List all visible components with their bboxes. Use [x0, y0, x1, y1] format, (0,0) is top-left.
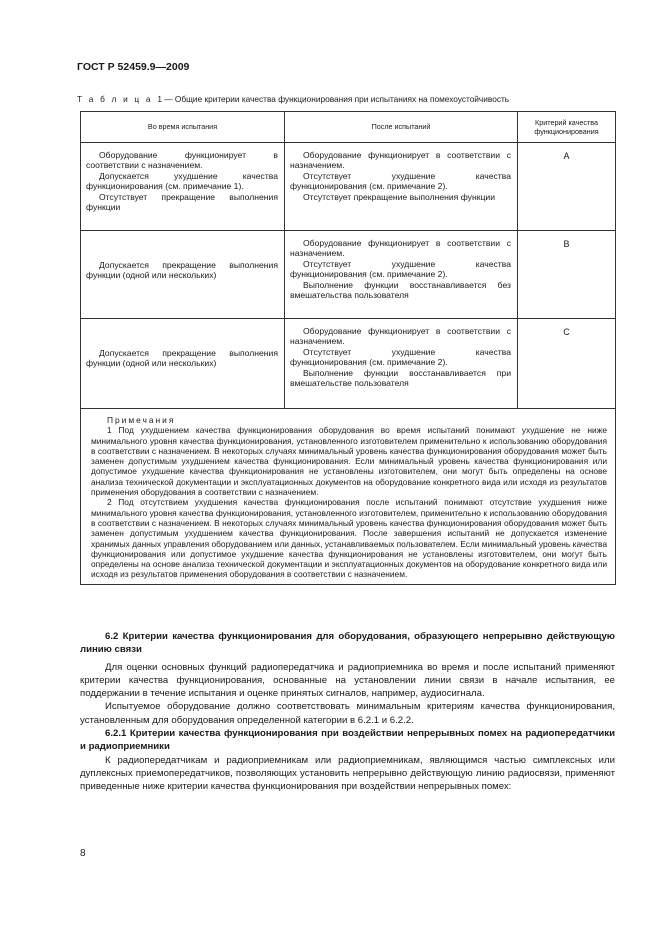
cell-text: Отсутствует прекращение выполнения функции: [303, 191, 495, 202]
table-row: [81, 143, 616, 231]
criteria-table: [80, 111, 616, 585]
cell-during: [81, 231, 285, 319]
section-heading: 6.2.1 Критерии качества функционирования при воздействии непрерывных помех на радиопередатчики и радиоприемники: [80, 728, 615, 753]
table-caption-text: 1 — Общие критерии качества функционирования при испытаниях на помехоустойчивость: [157, 94, 510, 104]
cell-during: [81, 143, 285, 231]
cell-criterion: A: [518, 143, 616, 231]
column-header-after: После испытаний: [285, 112, 518, 143]
cell-text: Выполнение функции восстанавливается при вмешательстве пользователя: [290, 367, 511, 389]
cell-after: [285, 143, 518, 231]
cell-text: Оборудование функционирует в соответствии с назначением.: [290, 238, 511, 259]
cell-text: Отсутствует ухудшение качества функционирования (см. примечание 2).: [290, 346, 511, 368]
note-2: 2 Под отсутствием ухудшения качества функционирования после испытаний понимают отсутствие ухудшения ниже минимального уровня качества функционирования, установленного изготовителем, применительно к использованию оборудования в соответствии с назначением. В некоторых случаях минимальный уровень качества функционирования оборудования может быть заменен допустимым ухудшением качества функционирования. После завершения испытаний не допускается изменение хранимых данных управления оборудованием или данных, устанавливаемых пользователем. Если минимальный уровень качества функционирования или допустимое ухудшение качества функционирования не установлены изготовителем, они могут быть определены на основе анализа технической документации и эксплуатационных документов на оборудование конкретного вида или исходя из результатов применения оборудования в соответствии с назначением.: [91, 497, 607, 580]
cell-text: Отсутствует ухудшение качества функционирования (см. примечание 2).: [290, 170, 511, 192]
table-row: [81, 231, 616, 319]
cell-after: [285, 231, 518, 319]
note-1: 1 Под ухудшением качества функционирования оборудования во время испытаний понимают ухудшение не ниже минимального уровня качества функционирования, установленного изготовителем применительно к использованию оборудования в соответствии с назначением. В некоторых случаях минимальный уровень качества функционирования оборудования может быть заменен допустимым ухудшением качества функционирования. Если минимальный уровень качества функционирования или допустимое ухудшение качества функционирования не установлены изготовителем, они могут быть определены на основе анализа технической документации и эксплуатационных документов на оборудование конкретного вида или исходя из результатов применения оборудования в соответствии с назначением.: [91, 425, 607, 498]
cell-text: Отсутствует ухудшение качества функционирования (см. примечание 2).: [290, 258, 511, 280]
cell-text: Допускается прекращение выполнения функции (одной или нескольких): [86, 260, 278, 281]
section-heading: 6.2 Критерии качества функционирования для оборудования, образующего непрерывно действующую линию связи: [80, 631, 615, 656]
paragraph: Для оценки основных функций радиопередатчика и радиоприемника во время и после испытаний применяют критерии качества функционирования, основанные на установлении линии связи в начале испытания, ее поддержании в течение испытания и оценке принятых сигналов, например, аудиосигнала.: [80, 661, 615, 700]
cell-during: [81, 319, 285, 409]
cell-text: Допускается прекращение выполнения функции (одной или нескольких): [86, 348, 278, 369]
paragraph: К радиопередатчикам и радиоприемникам или радиоприемникам, являющимся частью симплексных или дуплексных приемопередатчиков, позволяющих установить непрерывно действующую линию радиосвязи, применяют приведенные ниже критерии качества функционирования при воздействии непрерывных помех:: [80, 754, 615, 793]
table-row: [81, 319, 616, 409]
cell-after: [285, 319, 518, 409]
page-number: 8: [80, 848, 86, 859]
table-notes: [81, 409, 616, 585]
table-caption-label: Т а б л и ц а: [77, 94, 153, 104]
table-caption: [77, 94, 509, 104]
cell-text: Оборудование функционирует в соответствии с назначением.: [86, 150, 278, 171]
cell-text: Оборудование функционирует в соответствии с назначением.: [290, 150, 511, 171]
table-notes-row: [81, 409, 616, 585]
document-header: ГОСТ Р 52459.9—2009: [77, 61, 190, 73]
table-header-row: [81, 112, 616, 143]
column-header-criterion: Критерий качества функционирования: [518, 112, 616, 143]
cell-criterion: C: [518, 319, 616, 409]
section-6-2: [80, 630, 615, 794]
cell-criterion: B: [518, 231, 616, 319]
cell-text: Отсутствует прекращение выполнения функции: [86, 191, 278, 213]
notes-title: Примечания: [107, 415, 176, 425]
cell-text: Допускается ухудшение качества функционирования (см. примечание 1).: [86, 170, 278, 192]
cell-text: Оборудование функционирует в соответствии с назначением.: [290, 326, 511, 347]
column-header-during: Во время испытания: [81, 112, 285, 143]
paragraph: Испытуемое оборудование должно соответствовать минимальным критериям качества функционирования, установленным для оборудования определенной категории в 6.2.1 и 6.2.2.: [80, 701, 615, 726]
cell-text: Выполнение функции восстанавливается без вмешательства пользователя: [290, 279, 511, 301]
